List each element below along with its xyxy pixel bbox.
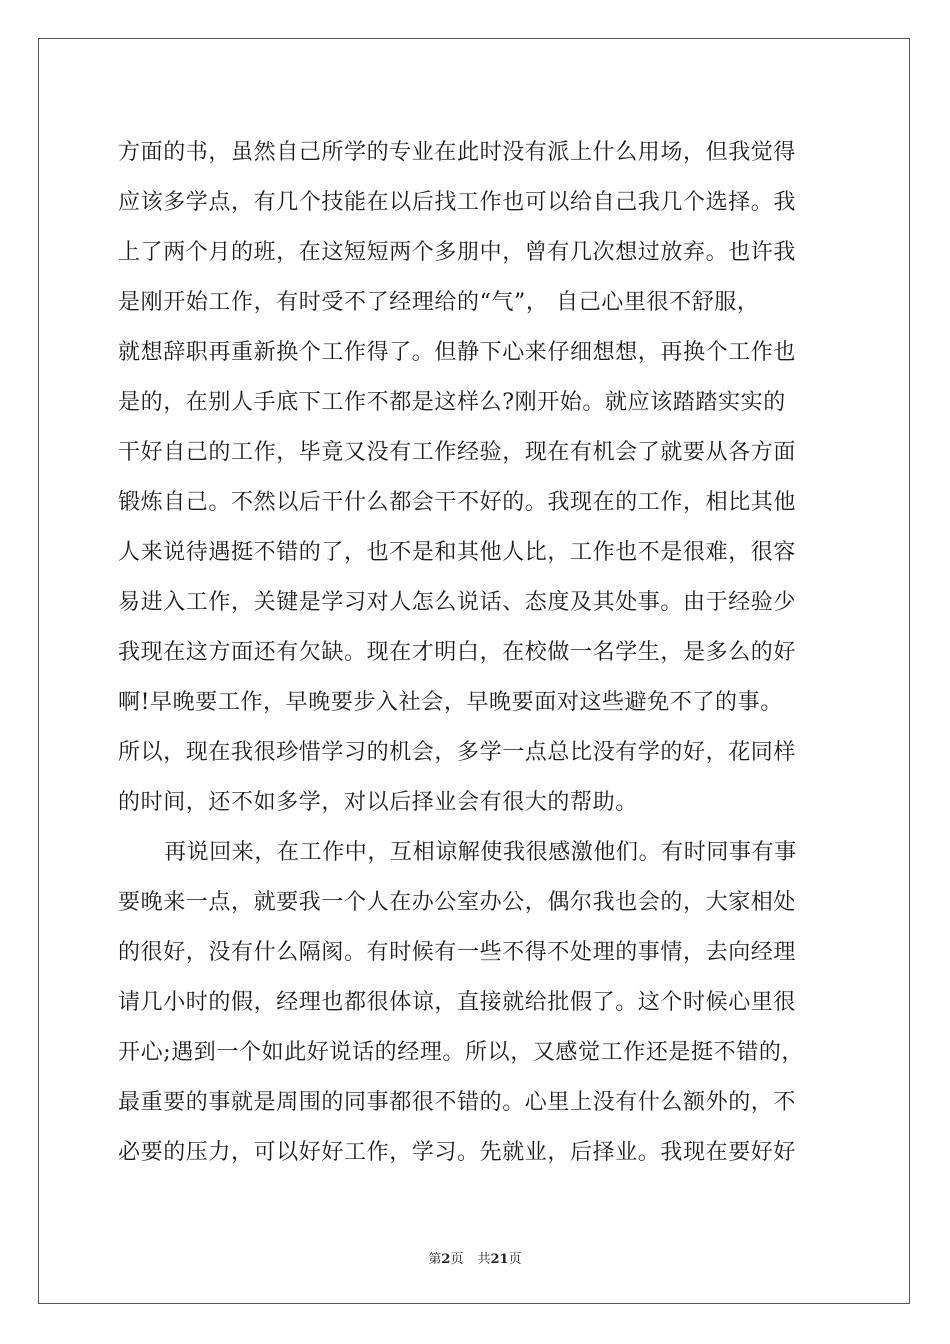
text-line: 的时间，还不如多学，对以后择业会有很大的帮助。 [118,790,638,815]
text-line: 啊!早晚要工作，早晚要步入社会，早晚要面对这些避免不了的事。 [118,690,783,715]
page-total [477,1248,521,1267]
text-line: 就想辞职再重新换个工作得了。但静下心来仔细想想，再换个工作也 [118,340,797,365]
total-suffix: 页 [508,1252,522,1267]
text-line: 易进入工作，关键是学习对人怎么说话、态度及其处事。由于经验少 [118,590,797,615]
text-line: 上了两个月的班，在这短短两个多朋中，曾有几次想过放弃。也许我 [118,240,797,265]
text-line: 是的，在别人手底下工作不都是这样么?刚开始。就应该踏踏实实的 [118,390,786,415]
text-line: 是刚开始工作，有时受不了经理给的“气”， 自己心里很不舒服， [118,290,760,315]
paragraph-start-line: 再说回来，在工作中，互相谅解使我很感激他们。有时同事有事 [164,840,797,865]
text-line: 应该多学点，有几个技能在以后找工作也可以给自己我几个选择。我 [118,190,797,215]
page-suffix: 页 [450,1252,464,1267]
text-line: 开心;遇到一个如此好说话的经理。所以，又感觉工作还是挺不错的， [118,1040,805,1065]
text-line: 人来说待遇挺不错的了，也不是和其他人比，工作也不是很难，很容 [118,540,797,565]
current-page: 2 [441,1252,451,1267]
text-line: 我现在这方面还有欠缺。现在才明白，在校做一名学生，是多么的好 [118,640,797,665]
text-line: 要晚来一点，就要我一个人在办公室办公，偶尔我也会的，大家相处 [118,890,797,915]
page-footer [0,1248,950,1267]
text-line: 必要的压力，可以好好工作，学习。先就业，后择业。我现在要好好 [118,1140,797,1165]
text-line: 请几小时的假，经理也都很体谅，直接就给批假了。这个时候心里很 [118,990,797,1015]
total-prefix: 共 [477,1252,491,1267]
text-line: 干好自己的工作，毕竟又没有工作经验，现在有机会了就要从各方面 [118,440,797,465]
page-prefix: 第 [428,1252,442,1267]
total-pages: 21 [490,1252,509,1267]
text-line: 所以，现在我很珍惜学习的机会，多学一点总比没有学的好，花同样 [118,740,797,765]
text-line: 最重要的事就是周围的同事都很不错的。心里上没有什么额外的，不 [118,1090,797,1115]
document-body [118,128,834,1178]
text-line: 的很好，没有什么隔阂。有时候有一些不得不处理的事情，去向经理 [118,940,797,965]
page-number [428,1248,463,1267]
text-line: 方面的书，虽然自己所学的专业在此时没有派上什么用场，但我觉得 [118,140,797,165]
text-line: 锻炼自己。不然以后干什么都会干不好的。我现在的工作，相比其他 [118,490,797,515]
